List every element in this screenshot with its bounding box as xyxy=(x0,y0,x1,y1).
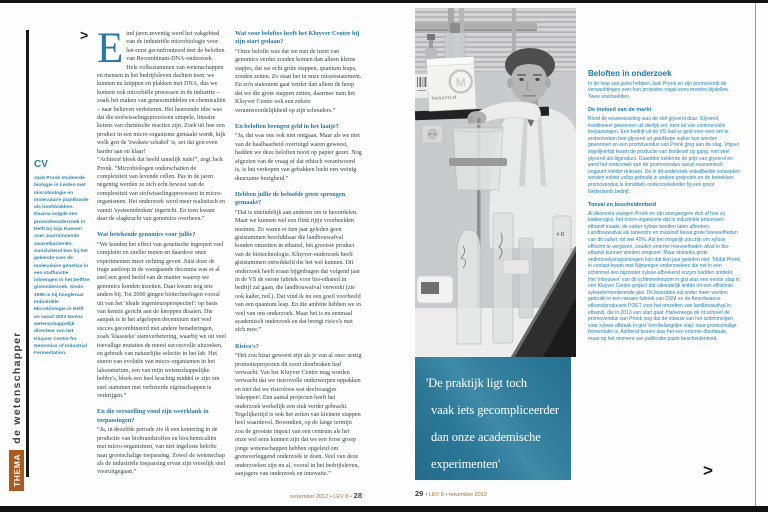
interview-question: Risico's? xyxy=(235,342,259,350)
sidebar-section-heading: De invloed van de markt xyxy=(588,107,652,114)
eye xyxy=(519,78,523,81)
sidebar-box xyxy=(588,71,740,343)
paragraph: “We konden het effect van genetische ingrepen veel completer en sneller meten en daardoor onze experimenten meer richting geven. Juist door de trage aanloop in de voorgaande decennia was er al snel een goed beeld van de manier waarop we genomics konden inzetten. Daar kwam nog iets anders bij. Tot 2000 gingen biotechnologen vooral uit van het 'ideale ingenieursperspectief': op basis van kennis gericht aan de knoppen draaien. Die aanpak is in het afgelopen decennium met veel succes gecombineerd met andere benaderingen, zoals 'klassieke' stamverbetering, waarbij we uit veel toevallige mutaties de meest succesvolle uitzoeken, en gebruik van natuurlijke selectie in het lab. Het sturen van evolutie van micro-organismen in het laboratorium, een van mijn wetenschappelijke hobby's, bleek een heel krachtig middel te zijn om snel stammen met verbeterde eigenschappen te verkrijgen.” xyxy=(97,241,226,400)
theme-badge: THEMA xyxy=(9,450,24,491)
sidebar-section-text: Al decennia vroegen Pronk en zijn voorgangers zich af hoe zij bakkersgist, het micro-organisme dat in industriële processen ethanol maakt, de suiker xylose konden laten afbreken. Landbouwafval als tarwestro en maïsloof bevat grote hoeveelheden van dit suiker, tot wel 40%. Als het mogelijk zou zijn om xylose efficiënt te vergisten, zouden enorme hoeveelheden afval in bio-ethanol kunnen worden omgezet. Maar ondanks grote onderzoeksinspanningen kon dat tien jaar geleden niet. Totdat Pronk in contact kwam met Nijmeegse onderzoekers die net in een schimmel een bijzonder xylose-afbrekend enzym hadden ontdekt. Het 'inbouwen' van dit schimmelenzym in gist was een eerste stap in een Kluyver Centre project dat uiteindelijk leidde tot een efficiënte xylosefermenterende gist. Dit basisidee zal onder meer worden gebruikt in een nieuwe fabriek van DSM en de Amerikaanse ethanolproducent POET voor het omzetten van landbouwafval in ethanol, die in 2013 van start gaat. Halverwege de rit schreef de promovendus van Pronk nog dat de inbouw van het schimmelgen voor xylose-afbraak in gist 'een belangrijke stap' naar grootschalige fermentatie is. Achteraf bezien was het een enorme doorbraak, maar op het moment van publicatie paste bescheidenheid. xyxy=(588,210,740,342)
quote-line: experimenten' xyxy=(431,457,500,471)
drop-cap: E xyxy=(97,30,124,72)
quote-line: dan onze academische xyxy=(431,430,541,444)
scan-edge-top xyxy=(0,0,768,3)
page-number: 28 xyxy=(353,491,362,500)
paragraph: “Achteraf bleek dat beeld tamelijk naïef”, zegt Jack Pronk. “Microbiologen onderschatten de complexiteit van levende cellen. Pas in de jaren negentig werden ze zich echt bewust van de complexiteit van stofwisselingsprocessen in micro-organismen. Het onderzoek werd meer realistisch en vanuit 'systeemdenken' ingericht. En toen kwam daar de slagkracht van genomics overheen.” xyxy=(97,157,225,222)
wall-socket xyxy=(422,125,443,143)
theme-title: de wetenschapper xyxy=(10,331,23,444)
clamp-ring xyxy=(449,158,507,166)
ear xyxy=(545,78,551,88)
page-number: 29 xyxy=(415,489,424,498)
cv-heading: CV xyxy=(34,159,48,170)
footer-issue: november 2012 • LEV 8 • xyxy=(290,494,352,500)
interview-question: En beloften brengen geld in het laatje? xyxy=(235,123,339,131)
device-display xyxy=(421,282,439,294)
eyebrow xyxy=(533,74,542,76)
sidebar-section-text: Rond de eeuwwisseling was de stof glycerol duur. Glycerol, traditioneel gewonnen uit dierlijk vet, kent tal van commerciële toepassingen. Een bedrijf uit de VS had er geld voor over om te onderzoeken hoe glycerol uit goedkope suiker kon worden gewonnen en een promovendus van Pronk ging aan de slag. Vrijwel tegelijkertijd kwam de productie van biodiesel op gang, met veel glycerol als bijproduct. Daardoor kelderde de prijs van glycerol en werd het onderzoek van de promovendus vanuit economisch oogpunt minder relevant. De in dit onderzoek ontwikkelde concepten worden echter volop gebruikt in andere projecten en de betrokken promovendus is inmiddels onderzoeksleider bij een groot Nederlands bedrijf. xyxy=(588,115,740,195)
quote-line: vaak iets gecompliceerder xyxy=(431,403,559,417)
barcode-label xyxy=(415,74,428,98)
ear xyxy=(507,78,513,88)
interview-question: Wat betekende genomics voor jullie? xyxy=(97,231,196,239)
interview-question: En die versnelling vond zijn weerklank in toepassingen? xyxy=(97,408,209,424)
sidebar-intro: In de loop van jaren hebben Jack Pronk en zijn promovendi de verwachtingen over hun projecten nogal eens moeten bijstellen. Twee voorbeelden. xyxy=(588,80,730,100)
paragraph: “Het zou bizar geweest zijn als je van al onze zestig promotieprojecten dit soort doorbraken had verwacht. Van het Kluyver Centre mag worden verwacht dat we risicovolle onderwerpen oppakken en niet dat we risicoloos wat deelvraagjes 'inkoppen'. Een aantal projecten heeft het onderzoek werkelijk een stuk verder gebracht. Tegelijkertijd is ook het zetten van kleinere stappen heel waardevol. Bovendien, op de lange termijn zou de grootste impact van een centrum als het onze wel eens kunnen zijn dat we een forse groep jonge wetenschappen hebben opgeleid om grensverleggend onderzoek te doen. Veel van deze onderzoeken zijn nu al, vooral in het bedrijfsleven, aanjagers van onderzoek en innovatie.” xyxy=(235,353,362,477)
footer-issue: • LEV 8 • november 2012 xyxy=(425,492,487,498)
sidebar-section-heading: Toeval en bescheidenheid xyxy=(588,202,657,209)
paragraph: “Ja, in dezelfde periode zie ik een kentering in de productie van biobrandstoffen en biochemicaliën met micro-organismen, van niet ingeloste belofte naar grootschalige toepassing. Zowel de wetenschap als de industriële toepassing ervan zijn vreselijk snel vooruitgegaan.” xyxy=(97,427,226,476)
pipe-vertical xyxy=(512,8,516,54)
lead-paragraph-text: ind jaren zeventig werd het vakgebied van de industriële microbiologie voor het eerst geconfronteerd met de beloften van Recombinant-DNA-onderzoek. Hele volksstammen van wetenschappen en mensen in het bedrijfsleven dachten toen: we kunnen nu knippen en plakken met DNA, dus we kunnen ook microbiële processen in de industrie – zoals het maken van geneesmiddelen en chemicaliën – naar believen verbeteren. Het heersende idee was dat die stofwisselingsprocessen simpele, lineaire ketens van chemische reacties zijn. Zoek uit hoe een product in een micro-organisme gemaakt wordt, kijk welk gen de 'zwakste schakel' is, zet dat gen even harder aan en klaar! xyxy=(97,31,226,155)
paragraph: “Ja, dat was ons ook niet ontgaan. Maar als we niet van de haalbaarheid overtuigd waren geweest, hadden we deze beloften nooit op papier gezet. Nog afgezien van de vraag of dat ethisch verantwoord is, is het verkopen van gebakken lucht een weinig duurzame bezigheid.” xyxy=(235,133,362,182)
eyebrow xyxy=(517,74,526,76)
vertical-rule xyxy=(26,30,29,477)
paragraph: “Onze belofte was dat we met de inzet van genomics verder zouden komen dan alleen kleine stapjes, dat we echt gróte stappen, quantum leaps, zouden zetten. Zo staat het in onze missiestatement. En zo'n statement gaat verder dan alleen de hoop dat we die grote stappen zetten, daarmee nam het Kluyver Centre ook een zekere verantwoordelijkheid op zijn schouders.” xyxy=(235,48,362,114)
interview-question: Wat voor beloftes heeft het Kluyver Centre bij zijn start gedaan? xyxy=(235,30,360,46)
parafilm-box xyxy=(427,57,477,111)
quote-line: 'De praktijk ligt toch xyxy=(426,376,528,390)
paragraph: “Dat is uiteindelijk aan anderen om te beoordelen. Maar we kunnen wel een flink rijtje voorbeelden noemen. Zo waren er tien jaar geleden geen giststammen beschikbaar die landbouwafval konden omzetten in ethanol, hét grootste product van de biotechnologie. Kluyver-onderzoek heeft giststammen ontwikkeld die het wel kunnen. Dit onderzoek heeft eraan bijgedragen dat volgend jaar in de VS de eerste fabriek voor bio-ethanol in bedrijf zal gaan, die landbouwafval verwerkt (zie ook kader, red.). Dat vind ik nu een goed voorbeeld van een quantum leap. En die ambitie hebben we in veel van ons onderzoek. Maar het is nu eenmaal academisch onderzoek en dat brengt risico's met zich mee.” xyxy=(235,209,361,334)
theme-sidebar xyxy=(8,315,25,491)
eye xyxy=(535,78,539,81)
next-page-arrow-icon: > xyxy=(703,461,713,480)
pull-quote xyxy=(415,357,571,480)
cv-text: Jack Pronk studeerde biologie in Leiden met microbiologie en moleculaire plantkunde als hoofdvakken. Daarna volgde een promotieonderzoek in Delft bij Gijs Kuenen over zuurminnende zwavelbacteriën. Aansluitend kon hij het geleerde over de moleculaire genetica in een staffunctie inbrengen in het Delftse gistonderzoek. Sinds 1999 is hij hoogleraar Industriële Microbiologie in Delft en vanaf 2003 tevens wetenschappelijk directeur van het Kluyver Centre for Genomics of Industrial Fermentation. xyxy=(34,176,90,357)
lab-photo xyxy=(415,8,576,357)
continuation-arrow-icon: > xyxy=(80,27,89,43)
page-footer-left xyxy=(200,491,362,500)
page-edge-right xyxy=(755,3,756,506)
bottle-label: 4 R xyxy=(556,232,565,238)
page-footer-right xyxy=(415,489,487,498)
pipe-horizontal xyxy=(415,23,537,30)
sidebar-title: Beloften in onderzoek xyxy=(588,69,672,78)
cv-box xyxy=(34,159,90,357)
interview-question: Hebben jullie de beloofde grote sprongen gemaakt? xyxy=(235,190,346,207)
article-column-1 xyxy=(97,30,226,482)
parafilm-logo: M xyxy=(455,75,467,90)
parafilm-label: PARAFILM xyxy=(431,94,457,102)
scan-edge-bottom xyxy=(0,506,768,512)
article-column-2 xyxy=(235,30,362,482)
lead-paragraph xyxy=(97,30,226,156)
mouth xyxy=(523,95,536,97)
